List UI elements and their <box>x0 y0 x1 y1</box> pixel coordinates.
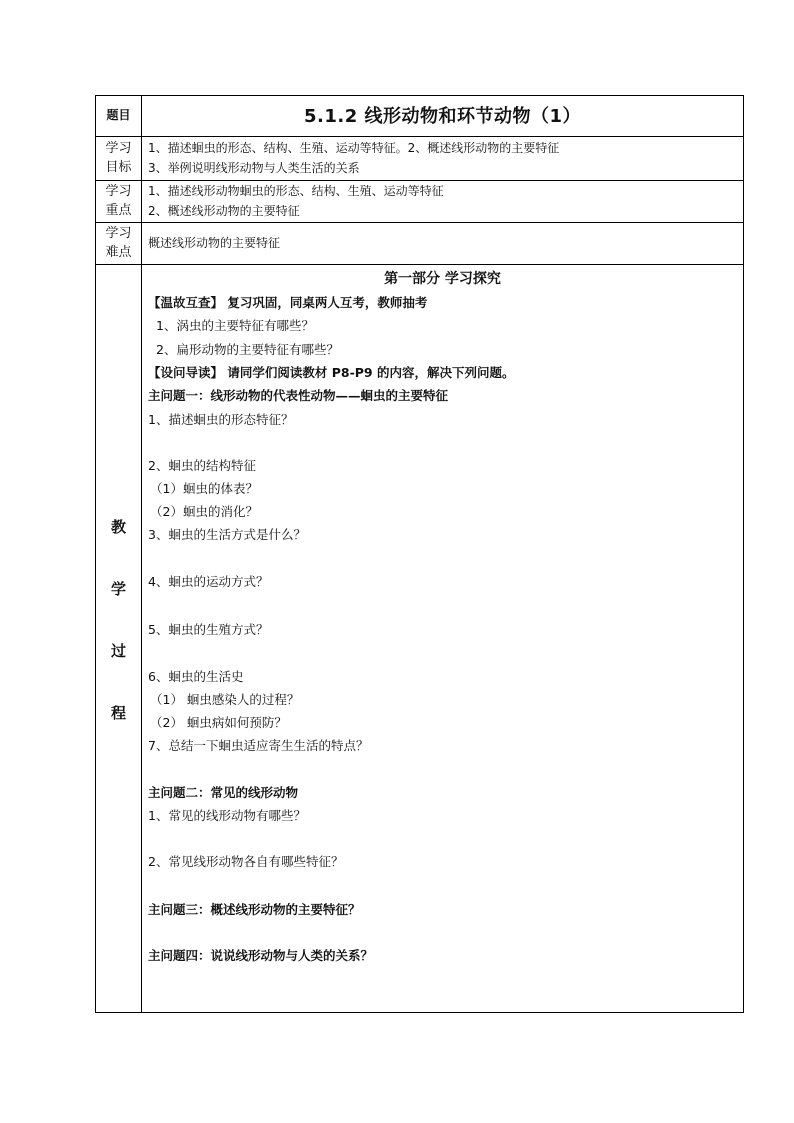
topic-four-heading: 主问题四：说说线形动物与人类的关系？ <box>148 948 374 963</box>
keypoints-label-line2: 重点 <box>105 203 132 218</box>
objectives-label-line1: 学习 <box>105 141 132 156</box>
question-item: 2、蛔虫的结构特征 <box>148 458 256 473</box>
process-label-char: 过 <box>110 642 126 660</box>
review-question: 1、涡虫的主要特征有哪些？ <box>156 318 314 333</box>
topic-three-heading: 主问题三：概述线形动物的主要特征？ <box>148 902 361 917</box>
row-divider <box>96 136 743 137</box>
page-title: 5.1.2 线形动物和环节动物（1） <box>303 106 582 127</box>
question-subitem: （1）蛔虫的体表？ <box>150 481 258 496</box>
row-divider <box>96 264 743 265</box>
question-item: 6、蛔虫的生活史 <box>148 669 244 684</box>
objectives-label <box>96 139 141 177</box>
title-label: 题目 <box>106 108 131 122</box>
question-subitem: （2） 蛔虫病如何预防？ <box>150 715 287 730</box>
process-label-char: 程 <box>110 704 126 722</box>
question-subitem: （2）蛔虫的消化？ <box>150 504 258 519</box>
keypoints-label <box>96 182 141 220</box>
question-item: 4、蛔虫的运动方式？ <box>148 574 269 589</box>
keypoint-line: 2、概述线形动物的主要特征 <box>148 204 300 218</box>
difficulty-text: 概述线形动物的主要特征 <box>148 236 281 250</box>
question-item: 5、蛔虫的生殖方式？ <box>148 622 269 637</box>
question-item: 7、总结一下蛔虫适应寄生生活的特点？ <box>148 738 369 753</box>
guide-title: 【设问导读】 请同学们阅读教材 P8-P9 的内容，解决下列问题。 <box>148 365 515 380</box>
keypoints-text <box>148 181 444 221</box>
process-label-char: 教 <box>110 518 126 536</box>
question-item: 1、常见的线形动物有哪些？ <box>148 808 306 823</box>
section-title: 第一部分 学习探究 <box>384 271 501 287</box>
review-title: 【温故互查】 复习巩固，同桌两人互考，教师抽考 <box>148 295 428 310</box>
difficulty-label-line2: 难点 <box>105 245 132 260</box>
topic-one-heading: 主问题一：线形动物的代表性动物——蛔虫的主要特征 <box>148 388 449 403</box>
row-divider <box>96 222 743 223</box>
objective-line: 3、举例说明线形动物与人类生活的关系 <box>148 161 360 175</box>
keypoint-line: 1、描述线形动物蛔虫的形态、结构、生殖、运动等特征 <box>148 184 444 198</box>
lesson-plan-table <box>95 95 744 1013</box>
objectives-text <box>148 138 559 178</box>
question-subitem: （1） 蛔虫感染人的过程？ <box>150 692 300 707</box>
question-item: 1、描述蛔虫的形态特征？ <box>148 412 294 427</box>
label-column-divider <box>141 96 142 1012</box>
question-item: 3、蛔虫的生活方式是什么？ <box>148 527 306 542</box>
review-question: 2、扁形动物的主要特征有哪些？ <box>156 342 339 357</box>
topic-two-heading: 主问题二：常见的线形动物 <box>148 785 299 800</box>
difficulty-label <box>96 224 141 262</box>
keypoints-label-line1: 学习 <box>105 184 132 199</box>
process-label-char: 学 <box>110 580 126 598</box>
objective-line: 1、描述蛔虫的形态、结构、生殖、运动等特征。2、概述线形动物的主要特征 <box>148 141 560 155</box>
question-item: 2、常见线形动物各自有哪些特征？ <box>148 854 344 869</box>
objectives-label-line2: 目标 <box>105 160 132 175</box>
difficulty-label-line1: 学习 <box>105 226 132 241</box>
